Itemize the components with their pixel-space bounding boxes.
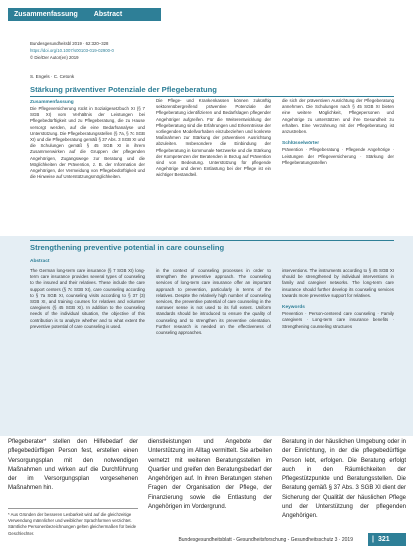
german-keywords: Prävention · Pflegeberatung · Pflegende Angehörige · Leistungen der Pflegeversicherung · Stärkung der Pflegeberatungsstellen <box>282 147 394 165</box>
section-tab-bar <box>8 8 161 21</box>
doi-link[interactable]: https://doi.org/10.1007/s00103-019-02900-0 <box>30 48 114 53</box>
tab-zusammenfassung[interactable]: Zusammenfassung <box>14 11 78 18</box>
page-number: 321 <box>377 536 390 543</box>
journal-footer: Bundesgesundheitsblatt - Gesundheitsforschung - Gesundheitsschutz 3 · 2019 <box>178 537 353 543</box>
english-abstract-col2: in the context of counseling processes in order to strengthen the preventive approach. The counseling services of long-term care insurance offer an important approach to prevention, particularly in terms of the relatives. Despite the relatively high number of counseling services, the preventive potential of care counseling in the narrower sense is not used to its full extent. Uniform standards should be introduced to ensure the quality of counseling and to strengthen its preventive orientation. Further research is needed on the effectiveness of counseling approaches. <box>156 268 271 336</box>
german-abstract-col3-block <box>282 98 394 166</box>
german-abstract-col2: Die Pflege- und Krankenkassen können zukünftig sektorenübergreifend präventive Potenziale der Pflegeberatung identifizieren und Bedarfslagen pflegender Angehöriger aufgreifen. Für die Weiterentwicklung der Pflegeberatung sind die Erfahrungen und Erkenntnisse der vorliegenden Modellvorhaben einzubeziehen und konkrete Maßnahmen zur Stärkung der präventiven Ausrichtung abzuleiten. Insbesondere die Einbindung der Pflegeberatung in kommunale Netzwerke und die Stärkung der Kompetenzen der Beratenden in Bezug auf Prävention sind von Bedeutung. Unterstützung für pflegende Angehörige und deren Entlastung bei der Pflege ist ein wichtiger Bestandteil. <box>156 98 271 178</box>
english-keywords: Prevention · Person-centered care counseling · Family caregivers · Long-term care insurance benefits · Strengthening counseling structures <box>282 311 394 329</box>
citation-line: Bundesgesundheitsbl 2019 · 62:320–328 <box>30 41 109 46</box>
english-abstract-col3-block <box>282 268 394 330</box>
copyright-line: © Die/Der Autor(en) 2019 <box>30 55 79 60</box>
page-separator: | <box>372 536 374 543</box>
body-col1: Pflegeberater* stellen den Hilfebedarf der pflegebedürftigen Person fest, erstellen einen Versorgungsplan mit den notwendigen Maßnahmen und wirken auf die Durchführung der im Versorgungsplan vorgesehenen Maßnahmen hin. <box>8 439 138 492</box>
german-keywords-heading: Schlüsselwörter <box>282 141 320 147</box>
english-abstract-col3: interventions. The instruments according to § 45 SGB XI should be strengthened by individual interventions in family and caregiver networks. The long-term care insurance should further develop its counseling services towards more preventive support for relatives. <box>282 268 394 298</box>
tab-abstract[interactable]: Abstract <box>93 11 123 18</box>
english-abstract-col1: The German long-term care insurance (§ 7 SGB XI) long-term care insurance provides several types of counseling to the insured and their relatives. These include the care support centers (§ 7c SGB XI), care counseling according to § 7a SGB XI, counseling visits according to § 37 (3) SGB XI, and training courses for relatives and volunteer caregivers (§ 45 SGB XI). In addition to the counseling needs of the individual situation, the objective of this contribution is to analyze whether and to what extent the preventive potential of care counseling is used. <box>30 268 145 329</box>
german-title: Stärkung präventiver Potenziale der Pflegeberatung <box>30 85 217 94</box>
article-meta <box>30 40 114 61</box>
footnote: * Aus Gründen der besseren Lesbarkeit wird auf die gleichzeitige Verwendung männlicher und weiblicher Sprachformen verzichtet. Sämtliche Personenbezeichnungen gelten gleichermaßen für beide Geschlechter. <box>8 508 138 537</box>
authors: S. Engels · C. Cetonk <box>30 74 75 79</box>
english-title: Strengthening preventive potential in care counseling <box>30 240 394 252</box>
english-keywords-heading: Keywords <box>282 305 305 311</box>
german-abstract-col3: die sich der präventiven Ausrichtung der Pflegeberatung annehmen. Die Schulungen nach § 45 SGB XI bieten eine weitere Möglichkeit, Pflegepersonen und Angehörige zu unterstützen und ihre Gesundheit zu erhalten. Eine Verzahnung mit der Pflegeberatung ist anzustreben. <box>282 98 394 135</box>
english-abstract-heading: Abstract <box>30 259 50 264</box>
german-abstract-heading: Zusammenfassung <box>30 100 74 105</box>
german-abstract-col1: Die Pflegeversicherung rückt in Sozialgesetzbuch XI (§ 7 SGB XI) vom Verhältnis der Leistungen bei Pflegebedürftigkeit und zu Pflegeberatung, die zu Hause versorgt werden, auf die eine Bedarfsanalyse und Unterstützung. Die Pflegeberatungsstellen (§ 7a, § 7c SGB XI) und die Pflegeberatung gemäß § 37 Abs. 3 SGB XI und die Schulungen gemäß § 45 SGB XI in ihrem Zusammenwirken auf die Gruppen der pflegenden Angehörigen, Zugangswege zur Beratung und die Möglichkeiten der Prävention, z. B. der Information der Angehörigen, der Vermeidung von Pflegebedürftigkeit und die Hinweise auf Unterstützungsmöglichkeiten. <box>30 106 145 180</box>
page-number-box <box>368 533 406 546</box>
body-col2: dienstleistungen und Angebote der Unterstützung im Alltag vermittelt. Sie arbeiten vernetzt mit weiteren Beratungsstellen im Quartier und greifen den Beratungsbedarf der Angehörigen auf. In ihren Beratungen stehen Fragen der Organisation der Pflege, der Finanzierung sowie die Entlastung der Angehörigen im Vordergrund. <box>148 439 272 511</box>
body-col3: Beratung in der häuslichen Umgebung oder in der Einrichtung, in der die pflegebedürftige Person lebt, erfolgen. Die Beratung erfolgt auch in den Räumlichkeiten der Pflegestützpunkte und Beratungsstellen. Die Beratung gemäß § 37 Abs. 3 SGB XI dient der Sicherung der Qualität der häuslichen Pflege und der Unterstützung der pflegenden Angehörigen. <box>282 439 406 520</box>
